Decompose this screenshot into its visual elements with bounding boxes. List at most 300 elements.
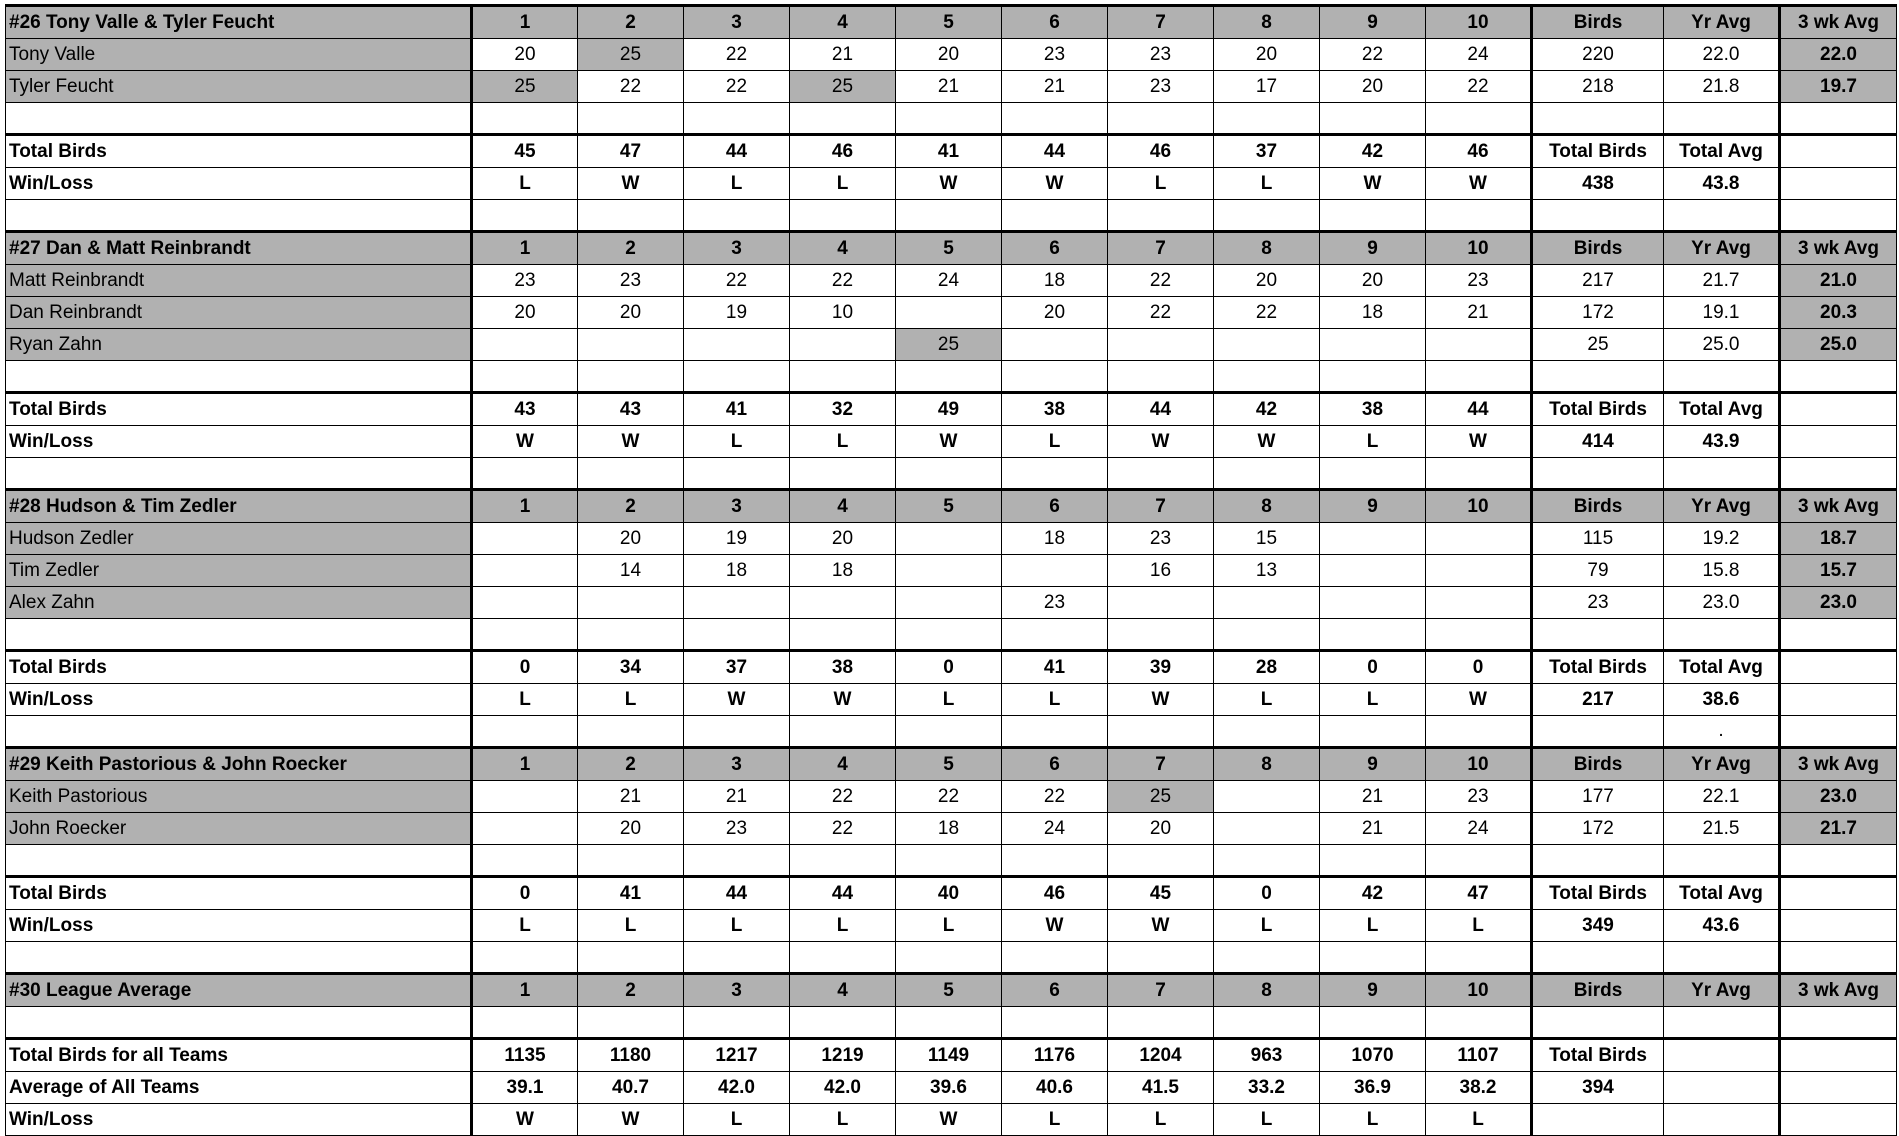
league-average-label: Average of All Teams	[6, 1072, 472, 1104]
score-week-8: 20	[1214, 265, 1320, 297]
blank-week-10	[1426, 103, 1532, 135]
score-week-4: 22	[790, 781, 896, 813]
score-week-6: 24	[1002, 813, 1108, 845]
score-week-6: 21	[1002, 71, 1108, 103]
league-result-week-1: W	[472, 1104, 578, 1136]
score-week-5: 20	[896, 39, 1002, 71]
result-week-4: L	[790, 426, 896, 458]
blank-cell	[1532, 458, 1664, 490]
total-week-1: 0	[472, 877, 578, 910]
blank-week-2	[578, 716, 684, 748]
empty-cell	[1532, 1104, 1664, 1136]
league-average-week-8: 33.2	[1214, 1072, 1320, 1104]
player-row	[6, 523, 1897, 555]
score-week-7: 23	[1108, 71, 1214, 103]
week-header-8: 8	[1214, 232, 1320, 265]
total-birds-label: Total Birds	[6, 135, 472, 168]
total-avg-header: Total Avg	[1664, 651, 1780, 684]
score-week-3: 21	[684, 781, 790, 813]
total-week-9: 42	[1320, 877, 1426, 910]
blank-week-6	[1002, 103, 1108, 135]
blank-week-4	[790, 103, 896, 135]
total-avg-header: Total Avg	[1664, 877, 1780, 910]
week-header-1: 1	[472, 974, 578, 1007]
spacer-row	[6, 619, 1897, 651]
score-week-8	[1214, 781, 1320, 813]
blank-cell	[6, 200, 472, 232]
blank-week-10	[1426, 942, 1532, 974]
blank-week-7	[1108, 1007, 1214, 1039]
empty-cell	[1780, 877, 1897, 910]
total-birds-row	[6, 651, 1897, 684]
blank-week-3	[684, 103, 790, 135]
team-title: #29 Keith Pastorious & John Roecker	[6, 748, 472, 781]
blank-week-9	[1320, 619, 1426, 651]
score-week-7: 22	[1108, 297, 1214, 329]
blank-week-3	[684, 619, 790, 651]
total-week-6: 44	[1002, 135, 1108, 168]
three-week-avg-header: 3 wk Avg	[1780, 974, 1897, 1007]
win-loss-label: Win/Loss	[6, 426, 472, 458]
player-yr-avg: 22.0	[1664, 39, 1780, 71]
score-week-5	[896, 297, 1002, 329]
player-three-week-avg: 23.0	[1780, 781, 1897, 813]
blank-cell	[1664, 1007, 1780, 1039]
score-week-4: 10	[790, 297, 896, 329]
win-loss-row	[6, 426, 1897, 458]
score-week-5: 21	[896, 71, 1002, 103]
result-week-1: W	[472, 426, 578, 458]
player-name: Tony Valle	[6, 39, 472, 71]
week-header-5: 5	[896, 6, 1002, 39]
three-week-avg-header: 3 wk Avg	[1780, 490, 1897, 523]
week-header-9: 9	[1320, 974, 1426, 1007]
blank-week-3	[684, 845, 790, 877]
league-average-week-5: 39.6	[896, 1072, 1002, 1104]
week-header-3: 3	[684, 6, 790, 39]
player-birds: 115	[1532, 523, 1664, 555]
player-yr-avg: 19.2	[1664, 523, 1780, 555]
score-week-1: 25	[472, 71, 578, 103]
blank-week-10	[1426, 200, 1532, 232]
week-header-1: 1	[472, 232, 578, 265]
total-week-8: 0	[1214, 877, 1320, 910]
player-birds: 25	[1532, 329, 1664, 361]
blank-week-2	[578, 619, 684, 651]
empty-cell	[1664, 1072, 1780, 1104]
score-week-5: 24	[896, 265, 1002, 297]
blank-week-8	[1214, 458, 1320, 490]
total-week-10: 0	[1426, 651, 1532, 684]
team-title: #28 Hudson & Tim Zedler	[6, 490, 472, 523]
score-week-4: 21	[790, 39, 896, 71]
blank-week-2	[578, 200, 684, 232]
score-week-2	[578, 329, 684, 361]
blank-week-10	[1426, 458, 1532, 490]
week-header-9: 9	[1320, 748, 1426, 781]
blank-week-5	[896, 716, 1002, 748]
result-week-6: W	[1002, 168, 1108, 200]
blank-cell	[6, 716, 472, 748]
score-week-5: 22	[896, 781, 1002, 813]
score-week-1	[472, 781, 578, 813]
week-header-3: 3	[684, 748, 790, 781]
blank-week-9	[1320, 942, 1426, 974]
league-win-loss-label: Win/Loss	[6, 1104, 472, 1136]
blank-week-4	[790, 200, 896, 232]
blank-week-7	[1108, 619, 1214, 651]
score-week-7: 23	[1108, 523, 1214, 555]
blank-week-7	[1108, 942, 1214, 974]
week-header-5: 5	[896, 232, 1002, 265]
score-week-9: 20	[1320, 265, 1426, 297]
week-header-2: 2	[578, 232, 684, 265]
result-week-3: W	[684, 684, 790, 716]
blank-week-3	[684, 716, 790, 748]
result-week-5: W	[896, 168, 1002, 200]
score-week-3: 23	[684, 813, 790, 845]
blank-week-6	[1002, 458, 1108, 490]
player-three-week-avg: 23.0	[1780, 587, 1897, 619]
score-week-2: 23	[578, 265, 684, 297]
week-header-7: 7	[1108, 232, 1214, 265]
team-total-avg: 43.9	[1664, 426, 1780, 458]
total-avg-header: Total Avg	[1664, 393, 1780, 426]
result-week-10: L	[1426, 910, 1532, 942]
blank-week-3	[684, 458, 790, 490]
blank-cell	[1780, 200, 1897, 232]
empty-cell	[1780, 1039, 1897, 1072]
birds-header: Birds	[1532, 6, 1664, 39]
blank-cell	[1664, 845, 1780, 877]
score-week-10: 22	[1426, 71, 1532, 103]
total-week-8: 42	[1214, 393, 1320, 426]
spacer-row	[6, 716, 1897, 748]
three-week-avg-header: 3 wk Avg	[1780, 232, 1897, 265]
score-sheet	[5, 4, 1897, 1136]
empty-cell	[1780, 426, 1897, 458]
score-week-9	[1320, 555, 1426, 587]
player-birds: 172	[1532, 297, 1664, 329]
league-average-week-7: 41.5	[1108, 1072, 1214, 1104]
league-average-week-9: 36.9	[1320, 1072, 1426, 1104]
total-week-3: 41	[684, 393, 790, 426]
league-total-week-9: 1070	[1320, 1039, 1426, 1072]
yr-avg-header: Yr Avg	[1664, 974, 1780, 1007]
score-week-8: 15	[1214, 523, 1320, 555]
blank-week-4	[790, 361, 896, 393]
score-week-2: 20	[578, 523, 684, 555]
team-total-birds: 217	[1532, 684, 1664, 716]
week-header-9: 9	[1320, 490, 1426, 523]
player-three-week-avg: 25.0	[1780, 329, 1897, 361]
total-week-2: 34	[578, 651, 684, 684]
total-birds-label: Total Birds	[6, 651, 472, 684]
team-total-birds: 349	[1532, 910, 1664, 942]
blank-week-8	[1214, 200, 1320, 232]
team-header-row	[6, 490, 1897, 523]
team-title: #26 Tony Valle & Tyler Feucht	[6, 6, 472, 39]
league-result-week-9: L	[1320, 1104, 1426, 1136]
score-week-5: 25	[896, 329, 1002, 361]
birds-header: Birds	[1532, 232, 1664, 265]
player-name: Ryan Zahn	[6, 329, 472, 361]
blank-week-10	[1426, 716, 1532, 748]
result-week-8: L	[1214, 168, 1320, 200]
week-header-5: 5	[896, 748, 1002, 781]
player-row	[6, 265, 1897, 297]
blank-cell	[1664, 361, 1780, 393]
total-week-3: 44	[684, 877, 790, 910]
result-week-6: W	[1002, 910, 1108, 942]
blank-week-5	[896, 942, 1002, 974]
player-birds: 79	[1532, 555, 1664, 587]
week-header-3: 3	[684, 490, 790, 523]
week-header-4: 4	[790, 232, 896, 265]
total-birds-header: Total Birds	[1532, 135, 1664, 168]
score-week-10: 23	[1426, 781, 1532, 813]
total-week-2: 41	[578, 877, 684, 910]
score-week-7	[1108, 587, 1214, 619]
player-row	[6, 555, 1897, 587]
blank-cell	[6, 361, 472, 393]
score-week-1: 20	[472, 39, 578, 71]
player-yr-avg: 21.5	[1664, 813, 1780, 845]
result-week-4: L	[790, 168, 896, 200]
result-week-2: L	[578, 684, 684, 716]
total-week-6: 46	[1002, 877, 1108, 910]
result-week-5: W	[896, 426, 1002, 458]
blank-week-4	[790, 845, 896, 877]
league-result-week-3: L	[684, 1104, 790, 1136]
score-week-7: 20	[1108, 813, 1214, 845]
result-week-6: L	[1002, 426, 1108, 458]
score-week-2: 14	[578, 555, 684, 587]
blank-week-5	[896, 619, 1002, 651]
blank-week-6	[1002, 845, 1108, 877]
total-week-1: 45	[472, 135, 578, 168]
blank-week-7	[1108, 458, 1214, 490]
blank-cell	[1532, 716, 1664, 748]
week-header-10: 10	[1426, 748, 1532, 781]
player-birds: 217	[1532, 265, 1664, 297]
result-week-5: L	[896, 684, 1002, 716]
blank-week-7	[1108, 716, 1214, 748]
score-week-9	[1320, 329, 1426, 361]
result-week-2: W	[578, 168, 684, 200]
empty-cell	[1780, 393, 1897, 426]
blank-week-5	[896, 200, 1002, 232]
week-header-4: 4	[790, 490, 896, 523]
score-week-2: 20	[578, 813, 684, 845]
week-header-7: 7	[1108, 748, 1214, 781]
result-week-5: L	[896, 910, 1002, 942]
result-week-1: L	[472, 910, 578, 942]
spacer-row	[6, 361, 1897, 393]
trailing-mark: .	[1664, 716, 1780, 748]
blank-cell	[6, 1007, 472, 1039]
result-week-3: L	[684, 168, 790, 200]
trailing-mark	[1664, 200, 1780, 232]
total-birds-header: Total Birds	[1532, 393, 1664, 426]
blank-cell	[1780, 1007, 1897, 1039]
league-result-week-6: L	[1002, 1104, 1108, 1136]
blank-week-6	[1002, 361, 1108, 393]
week-header-6: 6	[1002, 6, 1108, 39]
league-total-week-10: 1107	[1426, 1039, 1532, 1072]
week-header-4: 4	[790, 6, 896, 39]
blank-week-4	[790, 1007, 896, 1039]
score-week-9: 21	[1320, 781, 1426, 813]
week-header-2: 2	[578, 974, 684, 1007]
total-week-5: 41	[896, 135, 1002, 168]
score-week-7: 25	[1108, 781, 1214, 813]
win-loss-row	[6, 910, 1897, 942]
blank-week-8	[1214, 942, 1320, 974]
total-week-5: 0	[896, 651, 1002, 684]
blank-week-2	[578, 458, 684, 490]
score-week-3: 22	[684, 71, 790, 103]
result-week-7: W	[1108, 684, 1214, 716]
spacer-row	[6, 942, 1897, 974]
blank-cell	[1664, 619, 1780, 651]
score-week-5	[896, 587, 1002, 619]
score-week-9: 21	[1320, 813, 1426, 845]
blank-cell	[6, 103, 472, 135]
player-name: Dan Reinbrandt	[6, 297, 472, 329]
blank-cell	[1532, 845, 1664, 877]
team-total-birds: 438	[1532, 168, 1664, 200]
blank-week-6	[1002, 619, 1108, 651]
player-yr-avg: 21.7	[1664, 265, 1780, 297]
total-avg-header: Total Avg	[1664, 135, 1780, 168]
league-total-label: Total Birds for all Teams	[6, 1039, 472, 1072]
blank-week-1	[472, 619, 578, 651]
blank-week-4	[790, 619, 896, 651]
week-header-7: 7	[1108, 6, 1214, 39]
blank-cell	[1780, 716, 1897, 748]
blank-week-7	[1108, 361, 1214, 393]
score-week-9: 22	[1320, 39, 1426, 71]
blank-week-8	[1214, 619, 1320, 651]
blank-week-5	[896, 845, 1002, 877]
blank-week-2	[578, 845, 684, 877]
player-name: Matt Reinbrandt	[6, 265, 472, 297]
week-header-6: 6	[1002, 974, 1108, 1007]
score-week-8: 17	[1214, 71, 1320, 103]
week-header-1: 1	[472, 490, 578, 523]
player-birds: 172	[1532, 813, 1664, 845]
league-total-week-3: 1217	[684, 1039, 790, 1072]
league-result-week-8: L	[1214, 1104, 1320, 1136]
blank-week-6	[1002, 200, 1108, 232]
player-name: John Roecker	[6, 813, 472, 845]
league-total-week-2: 1180	[578, 1039, 684, 1072]
total-week-7: 39	[1108, 651, 1214, 684]
blank-cell	[1532, 361, 1664, 393]
spacer-row	[6, 200, 1897, 232]
week-header-2: 2	[578, 490, 684, 523]
blank-week-4	[790, 458, 896, 490]
score-week-10: 24	[1426, 39, 1532, 71]
player-yr-avg: 22.1	[1664, 781, 1780, 813]
yr-avg-header: Yr Avg	[1664, 490, 1780, 523]
result-week-8: L	[1214, 684, 1320, 716]
total-birds-header: Total Birds	[1532, 877, 1664, 910]
week-header-10: 10	[1426, 490, 1532, 523]
week-header-10: 10	[1426, 6, 1532, 39]
score-week-3: 19	[684, 297, 790, 329]
player-row	[6, 39, 1897, 71]
score-week-1	[472, 813, 578, 845]
total-week-5: 49	[896, 393, 1002, 426]
blank-week-1	[472, 845, 578, 877]
week-header-9: 9	[1320, 6, 1426, 39]
blank-week-8	[1214, 361, 1320, 393]
week-header-8: 8	[1214, 490, 1320, 523]
blank-cell	[6, 619, 472, 651]
blank-cell	[1780, 942, 1897, 974]
week-header-1: 1	[472, 748, 578, 781]
player-name: Hudson Zedler	[6, 523, 472, 555]
yr-avg-header: Yr Avg	[1664, 232, 1780, 265]
week-header-3: 3	[684, 232, 790, 265]
blank-week-3	[684, 1007, 790, 1039]
team-total-birds: 414	[1532, 426, 1664, 458]
blank-week-4	[790, 716, 896, 748]
result-week-7: W	[1108, 426, 1214, 458]
result-week-3: L	[684, 910, 790, 942]
score-week-10	[1426, 523, 1532, 555]
result-week-2: W	[578, 426, 684, 458]
league-average-week-4: 42.0	[790, 1072, 896, 1104]
blank-week-9	[1320, 103, 1426, 135]
score-week-7: 16	[1108, 555, 1214, 587]
score-week-7: 23	[1108, 39, 1214, 71]
blank-week-2	[578, 1007, 684, 1039]
blank-week-9	[1320, 200, 1426, 232]
week-header-9: 9	[1320, 232, 1426, 265]
score-week-4: 25	[790, 71, 896, 103]
blank-cell	[1532, 103, 1664, 135]
score-week-9	[1320, 587, 1426, 619]
blank-cell	[1664, 103, 1780, 135]
league-total-week-4: 1219	[790, 1039, 896, 1072]
blank-week-10	[1426, 619, 1532, 651]
blank-week-1	[472, 200, 578, 232]
blank-cell	[6, 845, 472, 877]
blank-week-5	[896, 1007, 1002, 1039]
empty-cell	[1780, 1072, 1897, 1104]
blank-cell	[1780, 619, 1897, 651]
blank-week-8	[1214, 716, 1320, 748]
blank-week-3	[684, 200, 790, 232]
blank-week-8	[1214, 1007, 1320, 1039]
score-week-1	[472, 587, 578, 619]
player-yr-avg: 15.8	[1664, 555, 1780, 587]
total-week-5: 40	[896, 877, 1002, 910]
blank-cell	[1532, 200, 1664, 232]
score-week-6	[1002, 329, 1108, 361]
result-week-2: L	[578, 910, 684, 942]
week-header-2: 2	[578, 748, 684, 781]
team-title: #30 League Average	[6, 974, 472, 1007]
blank-week-1	[472, 361, 578, 393]
total-week-10: 44	[1426, 393, 1532, 426]
total-week-10: 46	[1426, 135, 1532, 168]
blank-week-2	[578, 361, 684, 393]
league-average-week-1: 39.1	[472, 1072, 578, 1104]
